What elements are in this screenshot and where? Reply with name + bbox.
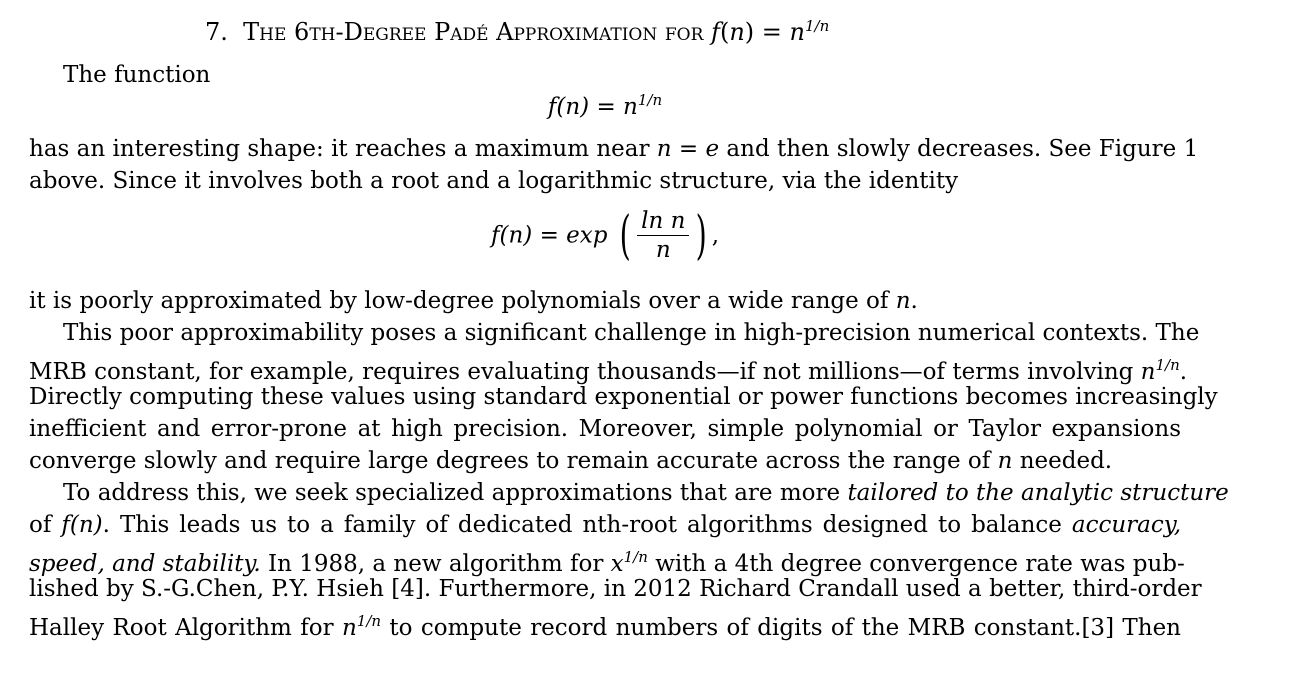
section-number: 7. [205, 18, 228, 46]
paragraph-poorly-approximated [29, 285, 1181, 317]
equation-lhs: f(n) = n [547, 94, 638, 120]
equation-exp-identity: f(n) = exp ( $\frac{\text{ln n}}{n}$ ) , [491, 205, 719, 266]
paragraph-line: Halley Root Algorithm for $n^{1/n}$ to compute record numbers of digits of the MRB constant.[3] Then [29, 612, 1181, 641]
paragraph-line: converge slowly and require large degrees to remain accurate across the range of n needed. [29, 448, 1113, 474]
paragraph-line: To address this, we seek specialized approximations that are more tailored to the analytic structure [63, 480, 1229, 506]
fraction [637, 207, 689, 264]
paragraph-line: inefficient and error-prone at high precision. Moreover, simple polynomial or Taylor expansions [29, 416, 1181, 442]
paragraph-line: This poor approximability poses a significant challenge in high-precision numerical contexts. The [63, 320, 1200, 346]
equation-lhs: f(n) = exp [491, 222, 608, 249]
paragraph-line: Directly computing these values using standard exponential or power functions becomes increasingly [29, 384, 1218, 410]
paragraph-line: The function [63, 62, 211, 88]
paragraph-line: it is poorly approximated by low-degree polynomials over a wide range of n. [29, 288, 918, 314]
paragraph-shape [29, 133, 1199, 197]
section-title: The 6th-Degree Padé Approximation for [243, 18, 704, 46]
paragraph-line: speed, and stability. In 1988, a new algorithm for $x^{1/n}$ with a 4th degree convergence rate was pub- [29, 548, 1185, 577]
paragraph-line: above. Since it involves both a root and a logarithmic structure, via the identity [29, 168, 959, 194]
paragraph-challenge [29, 317, 1218, 477]
paragraph-algorithms [29, 477, 1229, 641]
equation-f-definition [29, 91, 1181, 120]
paragraph-line: has an interesting shape: it reaches a maximum near n = e and then slowly decreases. See Figure 1 [29, 136, 1199, 162]
fraction-denominator: n [655, 237, 671, 263]
paragraph-line: lished by S.-G.Chen, P.Y. Hsieh [4]. Furthermore, in 2012 Richard Crandall used a better, third-order [29, 576, 1202, 602]
paragraph-line: of f(n). This leads us to a family of dedicated nth-root algorithms designed to balance accuracy, [29, 512, 1182, 538]
equation-exponent: 1/n [637, 91, 663, 109]
fraction-numerator: ln n [637, 207, 689, 236]
paragraph-intro [29, 59, 1181, 91]
section-title-formula: f [711, 18, 720, 46]
section-heading: 7. The 6th-Degree Padé Approximation for $f(n) = n^{1/n}$ [205, 17, 830, 46]
paragraph-line: MRB constant, for example, requires evaluating thousands—if not millions—of terms involving $n^{1/n}$. [29, 356, 1188, 385]
